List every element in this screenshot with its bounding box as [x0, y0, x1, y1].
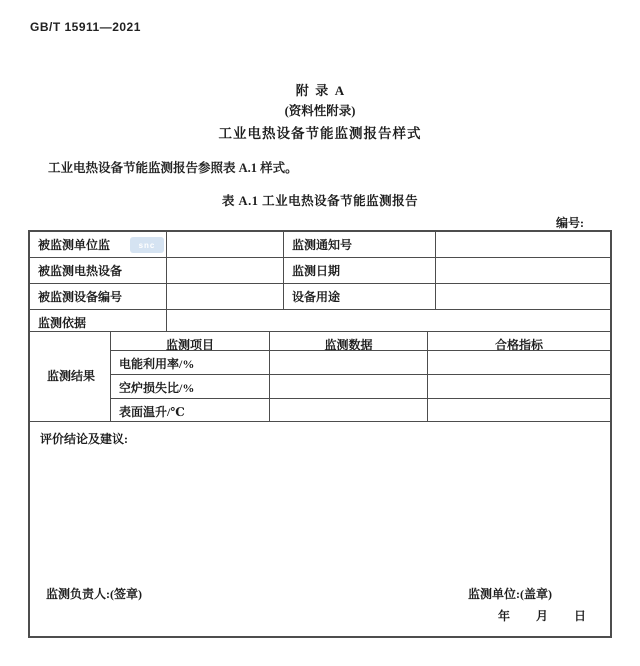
org-label: 监测单位:(盖章) [468, 587, 552, 601]
result-item: 电能利用率/% [111, 351, 270, 375]
conclusion-cell [30, 422, 610, 636]
result-item: 表面温升/℃ [111, 399, 270, 422]
date-year-label: 年 [497, 609, 510, 623]
info-value [167, 284, 284, 310]
info-section [30, 232, 610, 310]
date-month-label: 月 [535, 609, 548, 623]
results-group-label: 监测结果 [30, 332, 111, 422]
appendix-subtitle: (资料性附录) [284, 104, 356, 118]
results-section [30, 332, 610, 422]
result-target [428, 399, 610, 422]
info-value [436, 232, 610, 258]
appendix-label: 附 录 A [295, 83, 345, 98]
results-header-item: 监测项目 [111, 332, 270, 351]
result-target [428, 351, 610, 375]
basis-row [30, 310, 610, 332]
monitoring-report-form [28, 230, 612, 638]
info-label: 被监测电热设备 [30, 258, 167, 284]
signer-label: 监测负责人:(签章) [46, 587, 142, 601]
info-label: 设备用途 [284, 284, 436, 310]
info-value [167, 258, 284, 284]
appendix-title: 工业电热设备节能监测报告样式 [218, 126, 422, 141]
info-value [167, 232, 284, 258]
result-data [270, 351, 428, 375]
standard-number: GB/T 15911—2021 [30, 20, 141, 34]
info-value [436, 284, 610, 310]
intro-paragraph: 工业电热设备节能监测报告参照表 A.1 样式。 [48, 161, 298, 175]
date-line [498, 607, 586, 624]
info-label: 被监测单位监 [30, 232, 167, 258]
basis-value [167, 310, 610, 332]
result-data [270, 375, 428, 399]
results-header-data: 监测数据 [270, 332, 428, 351]
watermark-stamp: snc [130, 237, 164, 253]
info-label: 被监测设备编号 [30, 284, 167, 310]
info-value [436, 258, 610, 284]
result-target [428, 375, 610, 399]
basis-label: 监测依据 [30, 310, 167, 332]
results-header-target: 合格指标 [428, 332, 610, 351]
result-data [270, 399, 428, 422]
table-caption: 表 A.1 工业电热设备节能监测报告 [221, 194, 419, 208]
report-number-label: 编号: [556, 216, 584, 230]
info-label: 监测日期 [284, 258, 436, 284]
result-item: 空炉损失比/% [111, 375, 270, 399]
date-day-label: 日 [573, 609, 586, 623]
conclusion-label: 评价结论及建议: [40, 432, 128, 446]
info-label: 监测通知号 [284, 232, 436, 258]
